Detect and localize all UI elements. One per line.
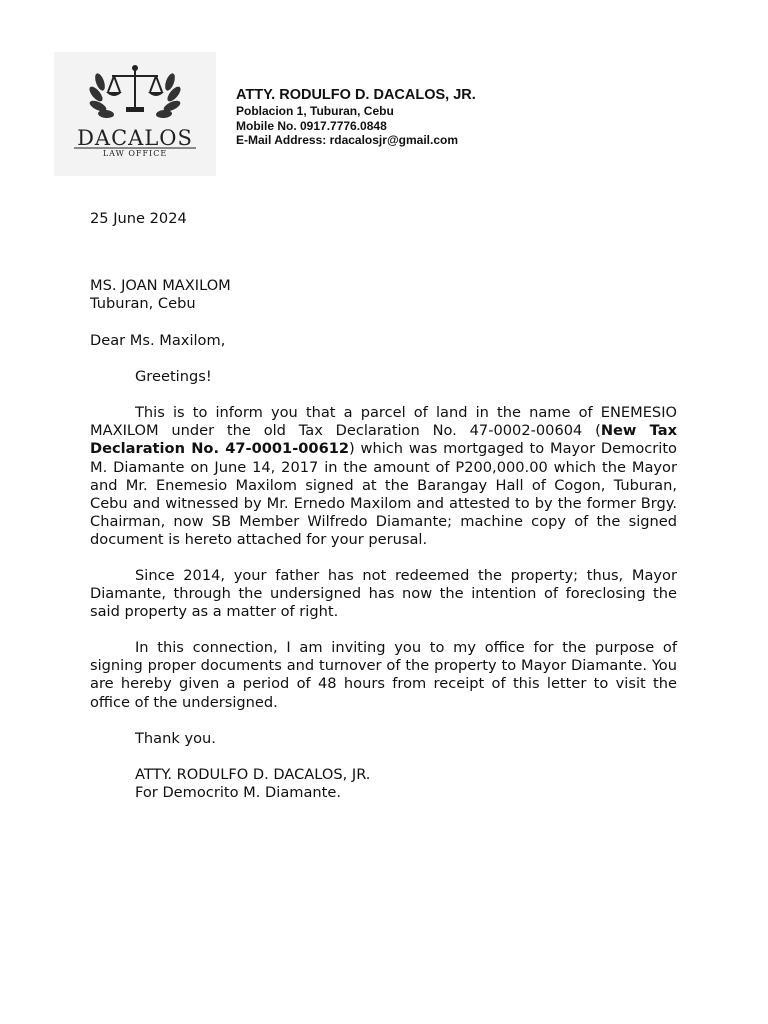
signatory-for: For Democrito M. Diamante. [135, 784, 342, 802]
letter-date: 25 June 2024 [90, 210, 187, 227]
greeting: Greetings! [135, 368, 212, 385]
law-office-logo [54, 52, 216, 176]
logo-subtext: LAW OFFICE [102, 149, 168, 158]
paragraph-2-text: Since 2014, your father has not redeemed the property; thus, Mayor Diamante, through the undersigned has now the intention of foreclosing the said property as a matter of right. [90, 567, 677, 621]
body-paragraph-3 [90, 639, 677, 712]
body-paragraph-1 [90, 404, 677, 550]
paragraph-3-text: In this connection, I am inviting you to my office for the purpose of signing proper documents and turnover of the property to Mayor Diamante. You are hereby given a period of 48 hours from receipt of this letter to visit the office of the undersigned. [90, 639, 677, 711]
body-paragraph-2 [90, 567, 677, 622]
recipient-block [90, 277, 677, 313]
recipient-address: Tuburan, Cebu [90, 295, 196, 313]
paragraph-1-text-b: ) which was mortgaged to Mayor Democrito M. Diamante on June 14, 2017 in the amount of P200,000.00 which the Mayor and Mr. Enemesio Maxilom signed at the Barangay Hall of Cogon, Tuburan, Cebu and witnessed by Mr. Ernedo Maxilom and attested to by the former Brgy. Chairman, now SB Member Wilfredo Diamante; machine copy of the signed document is hereto attached for your perusal. [90, 440, 677, 549]
logo-wordmark: DACALOS [77, 126, 193, 150]
new-tax-declaration: New Tax Declaration No. 47-0001-00612 [90, 422, 677, 458]
letterhead-name: ATTY. RODULFO D. DACALOS, JR. [236, 87, 476, 103]
letterhead-email: E-Mail Address: rdacalosjr@gmail.com [236, 133, 458, 147]
signature-block [90, 766, 722, 802]
closing: Thank you. [135, 730, 216, 747]
salutation: Dear Ms. Maxilom, [90, 332, 226, 349]
letterhead-mobile: Mobile No. 0917.7776.0848 [236, 119, 387, 133]
letterhead-address: Poblacion 1, Tuburan, Cebu [236, 104, 394, 118]
signatory-name: ATTY. RODULFO D. DACALOS, JR. [135, 766, 371, 783]
recipient-name: MS. JOAN MAXILOM [90, 277, 231, 294]
paragraph-1-text-a: This is to inform you that a parcel of land in the name of ENEMESIO MAXILOM under the old Tax Declaration No. 47-0002-00604 ( [90, 404, 677, 440]
